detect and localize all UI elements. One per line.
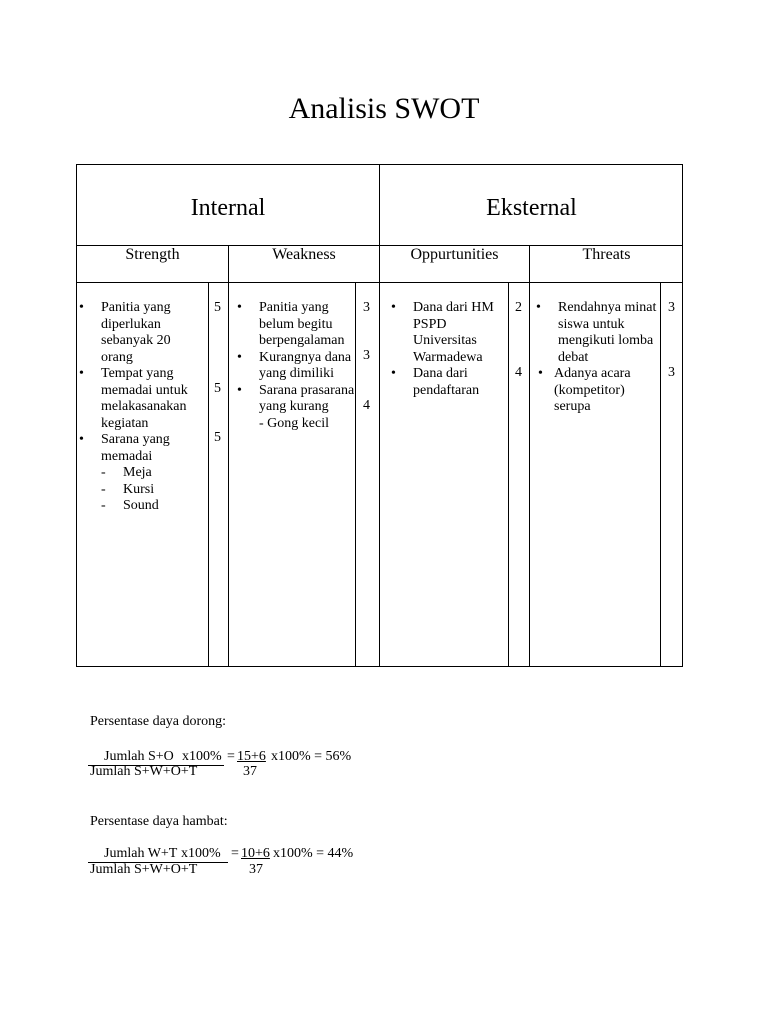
- opportunities-score-2: 4: [515, 365, 522, 380]
- strength-score-2: 5: [214, 381, 221, 396]
- hambat-label: Persentase daya hambat:: [90, 814, 228, 829]
- hambat-times: x100%: [181, 846, 221, 861]
- hambat-denominator: Jumlah S+W+O+T: [90, 862, 198, 877]
- sub-item: - Kursi: [101, 481, 155, 497]
- divider-subheader: [77, 282, 683, 283]
- weakness-score-3: 4: [363, 398, 370, 413]
- list-item: • Sarana yang memadai - Meja - Kursi - Sound: [79, 432, 191, 515]
- dorong-label: Persentase daya dorong:: [90, 714, 227, 729]
- strength-header: Strength: [125, 246, 180, 263]
- list-item: • Dana dari pendaftaran: [391, 366, 480, 398]
- list-item: • Sarana prasarana yang kurang - Gong kecil: [237, 382, 355, 431]
- opportunities-score-1: 2: [515, 300, 522, 315]
- hambat-result: x100% = 44%: [273, 846, 354, 861]
- score-divider-s: [208, 282, 209, 667]
- dorong-numerator: Jumlah S+O: [104, 749, 174, 764]
- weakness-score-2: 3: [363, 348, 370, 363]
- list-item: • Kurangnya dana yang dimiliki: [237, 349, 352, 381]
- dorong-denominator: Jumlah S+W+O+T: [90, 764, 198, 779]
- strength-score-1: 5: [214, 300, 221, 315]
- divider-o-t: [529, 245, 530, 667]
- dorong-total: 37: [243, 764, 257, 779]
- strength-list: [79, 300, 191, 515]
- sub-item: - Meja: [101, 465, 152, 480]
- dorong-equals: =: [227, 749, 235, 764]
- external-header: Eksternal: [486, 195, 577, 221]
- divider-internal-external: [379, 165, 380, 667]
- hambat-sum: 10+6: [241, 846, 270, 861]
- hambat-total: 37: [249, 862, 263, 877]
- dorong-result: x100% = 56%: [271, 749, 352, 764]
- score-divider-w: [355, 282, 356, 667]
- list-item: • Dana dari HM PSPD Universitas Warmadewa: [391, 300, 494, 365]
- score-divider-o: [508, 282, 509, 667]
- opportunities-header: Oppurtunities: [410, 246, 499, 263]
- threats-header: Threats: [582, 246, 631, 263]
- weakness-header: Weakness: [272, 246, 336, 263]
- threats-score-2: 3: [668, 365, 675, 380]
- swot-table: [76, 164, 683, 667]
- hambat-numerator: Jumlah W+T: [104, 846, 178, 861]
- dorong-sum: 15+6: [237, 749, 266, 764]
- dorong-times: x100%: [182, 749, 222, 764]
- weakness-list: [237, 300, 355, 432]
- hambat-equals: =: [231, 846, 239, 861]
- sub-item: - Sound: [101, 498, 159, 513]
- internal-header: Internal: [190, 195, 266, 221]
- list-item: • Panitia yang belum begitu berpengalaman: [237, 300, 345, 348]
- strength-score-3: 5: [214, 430, 221, 445]
- threats-list: [536, 300, 660, 416]
- opportunities-list: [391, 300, 503, 399]
- sub-note: - Gong kecil: [259, 415, 329, 431]
- weakness-score-1: 3: [363, 300, 370, 315]
- score-divider-t: [660, 282, 661, 667]
- list-item: • Adanya acara (kompetitor) serupa: [538, 366, 631, 414]
- list-item: • Panitia yang diperlukan sebanyak 20 orang: [79, 300, 171, 365]
- list-item: • Tempat yang memadai untuk melakasanakan kegiatan: [79, 366, 188, 431]
- list-item: • Rendahnya minat siswa untuk mengikuti lomba debat: [536, 300, 657, 365]
- page-title: Analisis SWOT: [288, 92, 480, 125]
- threats-score-1: 3: [668, 300, 675, 315]
- divider-s-w: [228, 245, 229, 667]
